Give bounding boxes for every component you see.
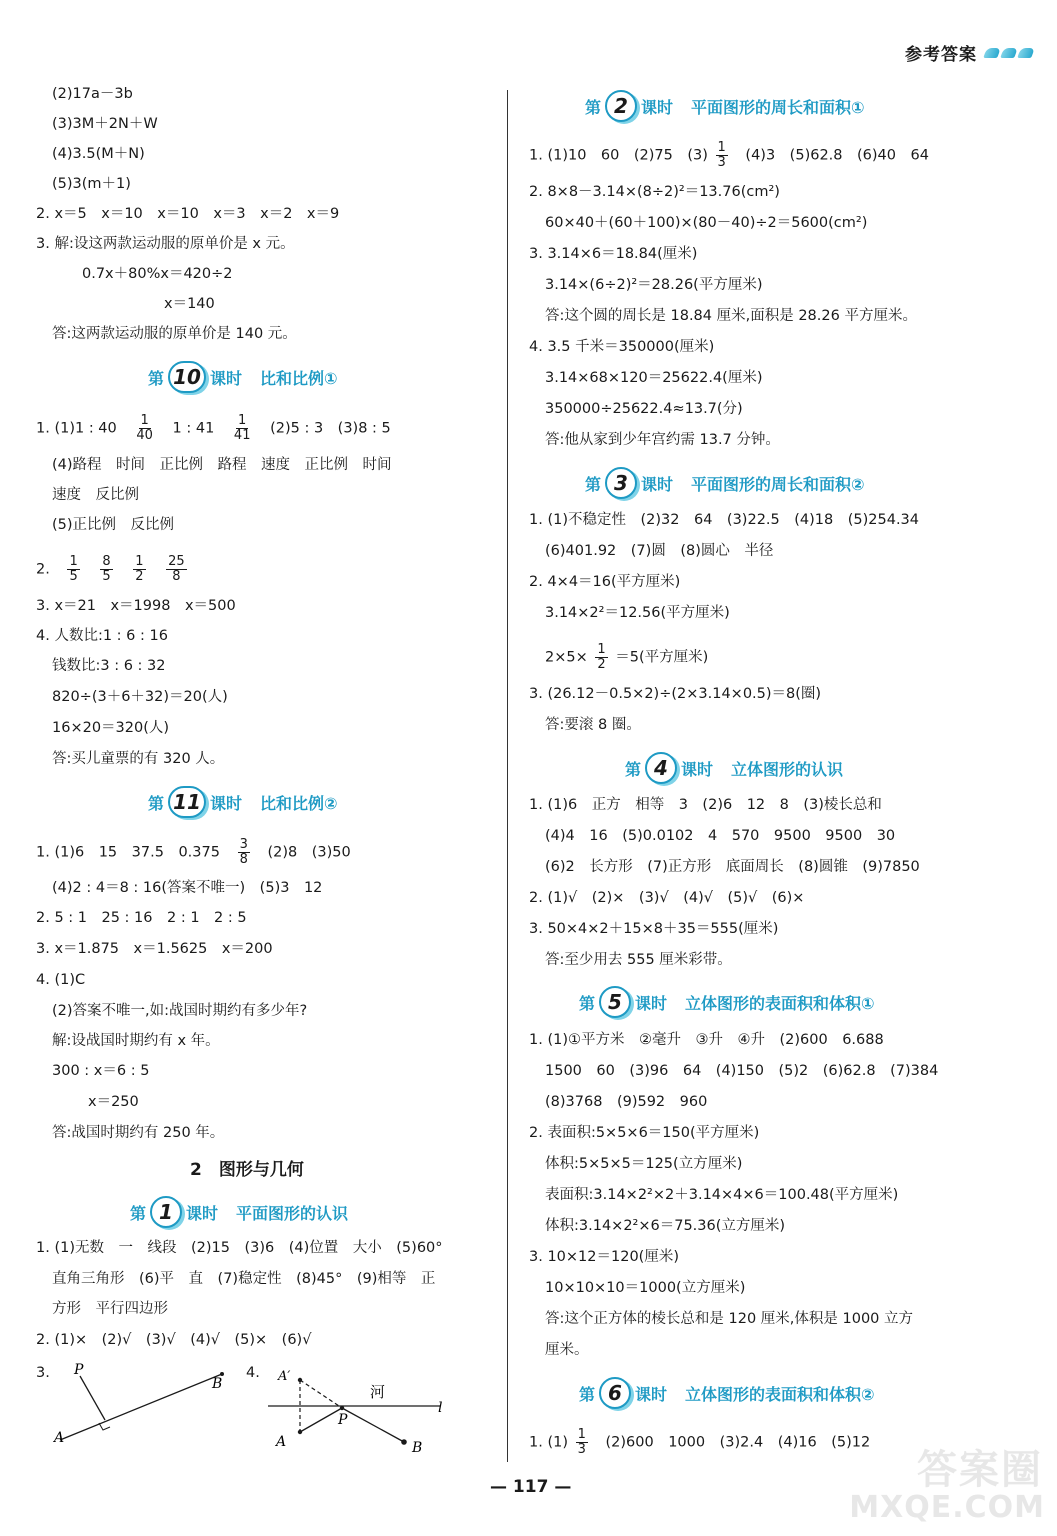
lesson-number-badge: 3: [605, 467, 637, 499]
label-b: B: [412, 1440, 423, 1456]
answer-line: 答:这个圆的周长是 18.84 厘米,面积是 28.26 平方厘米。: [545, 308, 917, 324]
lesson-keshi: 课时: [641, 97, 674, 117]
answer-line: 3. 10×12＝120(厘米): [529, 1249, 679, 1265]
answer-line: 直角三角形 (6)平 直 (7)稳定性 (8)45° (9)相等 正: [52, 1271, 436, 1287]
lesson-keshi: 课时: [681, 759, 714, 779]
answer-line: 820÷(3＋6＋32)＝20(人): [52, 689, 228, 705]
answer-line: 3.14×68×120＝25622.4(厘米): [545, 370, 763, 386]
answer-line: 2. x＝5 x＝10 x＝10 x＝3 x＝2 x＝9: [36, 206, 340, 222]
answer-line: 1. (1)不稳定性 (2)32 64 (3)22.5 (4)18 (5)254.34: [529, 512, 920, 528]
answer-line: 1. (1)10 60 (2)75 (3) $\frac{1}{3}$ (4)3 (5)62.8 (6)40 64: [529, 140, 929, 170]
question-number: 3.: [36, 1365, 50, 1381]
lesson-number-badge: 2: [605, 90, 637, 122]
answer-line: 表面积:3.14×2²×2＋3.14×4×6＝100.48(平方厘米): [545, 1187, 899, 1203]
lesson-keshi: 课时: [641, 474, 674, 494]
answer-line: (5)3(m＋1): [52, 176, 131, 192]
label-a: A: [276, 1434, 287, 1450]
lesson-heading-2: [585, 90, 865, 122]
fraction: $\frac{8}{5}$: [102, 554, 111, 584]
answer-line: 2. 5 : 1 25 : 16 2 : 1 2 : 5: [36, 910, 247, 926]
answer-line: 厘米。: [545, 1342, 589, 1358]
answer-line: 答:这两款运动服的原单价是 140 元。: [52, 326, 297, 342]
answer-line: 3. (26.12－0.5×2)÷(2×3.14×0.5)＝8(圈): [529, 686, 822, 702]
answer-line: 钱数比:3 : 6 : 32: [52, 658, 166, 674]
label-p: P: [74, 1362, 84, 1378]
lesson-heading-4: [625, 752, 843, 784]
lesson-di: 第: [579, 993, 596, 1013]
lesson-di: 第: [585, 97, 602, 117]
answer-line: 答:这个正方体的棱长总和是 120 厘米,体积是 1000 立方: [545, 1311, 914, 1327]
answer-line: (4)路程 时间 正比例 路程 速度 正比例 时间: [52, 457, 392, 473]
answer-line: 3. 解:设这两款运动服的原单价是 x 元。: [36, 236, 295, 252]
lesson-number-badge: 6: [599, 1377, 631, 1409]
answer-line: (2)17a－3b: [52, 86, 133, 102]
lesson-number-badge: 5: [599, 986, 631, 1018]
lesson-keshi: 课时: [210, 793, 243, 813]
figure-river: [262, 1366, 452, 1458]
answer-line: 3.14×(6÷2)²＝28.26(平方厘米): [545, 277, 763, 293]
answer-line: 4. (1)C: [36, 972, 86, 988]
header-title: 参考答案: [905, 45, 977, 65]
answer-line: 3. 3.14×6＝18.84(厘米): [529, 246, 698, 262]
lesson-di: 第: [579, 1384, 596, 1404]
answer-line: (6)2 长方形 (7)正方形 底面周长 (8)圆锥 (9)7850: [545, 859, 920, 875]
answer-line: 解:设战国时期约有 x 年。: [52, 1033, 220, 1049]
fraction: $\frac{25}{8}$: [168, 554, 185, 584]
lesson-title: 立体图形的表面积和体积①: [685, 993, 875, 1013]
lesson-title: 平面图形的周长和面积②: [691, 474, 865, 494]
answer-line: 答:战国时期约有 250 年。: [52, 1125, 225, 1141]
lesson-heading-11: [148, 786, 338, 818]
answer-line: 速度 反比例: [52, 487, 139, 503]
label-l: l: [438, 1400, 443, 1416]
lesson-number-badge: 4: [645, 752, 677, 784]
answer-line: 3. x＝1.875 x＝1.5625 x＝200: [36, 941, 273, 957]
label-b: B: [212, 1376, 223, 1392]
fraction: $\frac{1}{3}$: [577, 1427, 586, 1457]
answer-line: 2. (1)√ (2)× (3)√ (4)√ (5)√ (6)×: [529, 890, 805, 906]
lesson-keshi: 课时: [210, 368, 243, 388]
answer-line: 1. (1) $\frac{1}{3}$ (2)600 1000 (3)2.4 (4)16 (5)12: [529, 1427, 871, 1457]
answer-line: (6)401.92 (7)圆 (8)圆心 半径: [545, 543, 774, 559]
answer-line: 10×10×10＝1000(立方厘米): [545, 1280, 746, 1296]
answer-line: 1. (1)无数 一 线段 (2)15 (3)6 (4)位置 大小 (5)60°: [36, 1240, 443, 1256]
label-river: 河: [370, 1383, 386, 1401]
lesson-number-badge: 10: [168, 361, 206, 393]
answer-line: 0.7x＋80%x＝420÷2: [82, 266, 233, 282]
answer-line: 60×40＋(60＋100)×(80－40)÷2＝5600(cm²): [545, 215, 868, 231]
page-number: — 117 —: [490, 1477, 572, 1497]
fraction: $\frac{1}{2}$: [597, 642, 606, 672]
watermark-line2: MXQE.COM: [849, 1490, 1045, 1525]
lesson-di: 第: [148, 793, 165, 813]
lesson-title: 平面图形的周长和面积①: [691, 97, 865, 117]
question-number: 4.: [246, 1365, 260, 1381]
lesson-title: 比和比例②: [260, 793, 338, 813]
answer-line: 1. (1)6 15 37.5 0.375 $\frac{3}{8}$ (2)8 (3)50: [36, 837, 351, 867]
label-a: A: [54, 1430, 65, 1446]
lesson-title: 立体图形的认识: [731, 759, 844, 779]
answer-line: 4. 3.5 千米＝350000(厘米): [529, 339, 715, 355]
lesson-heading-5: [579, 986, 875, 1018]
lesson-number-badge: 11: [168, 786, 206, 818]
page-header: [905, 40, 1033, 65]
answer-line: 16×20＝320(人): [52, 720, 170, 736]
lesson-number-badge: 1: [150, 1196, 182, 1228]
answer-line: 1. (1)①平方米 ②毫升 ③升 ④升 (2)600 6.688: [529, 1032, 884, 1048]
answer-line: 1. (1)1 : 40 $\frac{1}{40}$ 1 : 41 $\frac{1}{41}$ (2)5 : 3 (3)8 : 5: [36, 413, 391, 443]
answer-line: 2. (1)× (2)√ (3)√ (4)√ (5)× (6)√: [36, 1332, 312, 1348]
fraction: $\frac{1}{2}$: [135, 554, 144, 584]
answer-line: x＝140: [164, 296, 215, 312]
answer-line: 2. 8×8－3.14×(8÷2)²＝13.76(cm²): [529, 184, 780, 200]
fraction: $\frac{1}{41}$: [233, 413, 251, 443]
answer-line: 体积:3.14×2²×6＝75.36(立方厘米): [545, 1218, 786, 1234]
answer-line: 3. 50×4×2＋15×8＋35＝555(厘米): [529, 921, 779, 937]
answer-line: (4)2 : 4＝8 : 16(答案不唯一) (5)3 12: [52, 880, 323, 896]
fraction: $\frac{3}{8}$: [239, 837, 248, 867]
lesson-title: 立体图形的表面积和体积②: [685, 1384, 875, 1404]
lesson-di: 第: [625, 759, 642, 779]
lesson-di: 第: [148, 368, 165, 388]
lesson-di: 第: [585, 474, 602, 494]
answer-line: 答:至少用去 555 厘米彩带。: [545, 952, 732, 968]
lesson-keshi: 课时: [635, 1384, 668, 1404]
lesson-di: 第: [130, 1203, 147, 1223]
lesson-heading-3: [585, 467, 865, 499]
answer-line: 答:他从家到少年宫约需 13.7 分钟。: [545, 432, 780, 448]
label-p: P: [338, 1412, 348, 1428]
lesson-heading-1: [130, 1196, 348, 1228]
answer-line: 1500 60 (3)96 64 (4)150 (5)2 (6)62.8 (7)384: [545, 1063, 939, 1079]
answer-line: (4)3.5(M＋N): [52, 146, 145, 162]
lesson-title: 比和比例①: [260, 368, 338, 388]
answer-line: x＝250: [88, 1094, 139, 1110]
answer-line: 2×5× $\frac{1}{2}$ ＝5(平方厘米): [545, 642, 709, 672]
section-heading: 2 图形与几何: [190, 1160, 304, 1180]
answer-line: 2. 4×4＝16(平方厘米): [529, 574, 681, 590]
fraction: $\frac{1}{40}$: [136, 413, 153, 443]
answer-line: 3.14×2²＝12.56(平方厘米): [545, 605, 730, 621]
answer-line: (2)答案不唯一,如:战国时期约有多少年?: [52, 1003, 308, 1019]
fraction: $\frac{1}{5}$: [69, 554, 78, 584]
answer-line: 2. $\frac{1}{5}$ $\frac{8}{5}$ $\frac{1}{2}$ $\frac{25}{8}$: [36, 554, 185, 584]
answer-line: 答:要滚 8 圈。: [545, 717, 641, 733]
lesson-title: 平面图形的认识: [236, 1203, 349, 1223]
answer-line: 2. 表面积:5×5×6＝150(平方厘米): [529, 1125, 760, 1141]
watermark-line1: 答案圈: [917, 1447, 1043, 1493]
lesson-keshi: 课时: [635, 993, 668, 1013]
lesson-heading-10: [148, 361, 338, 393]
answer-line: 300 : x＝6 : 5: [52, 1063, 150, 1079]
answer-line: (4)4 16 (5)0.0102 4 570 9500 9500 30: [545, 828, 896, 844]
figure-perpendicular: [50, 1362, 240, 1452]
answer-line: 方形 平行四边形: [52, 1301, 168, 1317]
answer-line: 4. 人数比:1 : 6 : 16: [36, 628, 168, 644]
answer-line: 350000÷25622.4≈13.7(分): [545, 401, 743, 417]
column-divider: [507, 90, 508, 1462]
lesson-heading-6: [579, 1377, 875, 1409]
answer-line: 体积:5×5×5＝125(立方厘米): [545, 1156, 743, 1172]
answer-line: 3. x＝21 x＝1998 x＝500: [36, 598, 236, 614]
answer-line: (5)正比例 反比例: [52, 517, 175, 533]
header-decoration-icon: [985, 48, 1033, 58]
fraction: $\frac{1}{3}$: [717, 140, 726, 170]
label-a-prime: A′: [278, 1369, 291, 1384]
lesson-keshi: 课时: [186, 1203, 219, 1223]
answer-line: (3)3M＋2N＋W: [52, 116, 158, 132]
answer-line: 1. (1)6 正方 相等 3 (2)6 12 8 (3)棱长总和: [529, 797, 882, 813]
watermark-logo: [849, 1438, 1049, 1526]
answer-line: (8)3768 (9)592 960: [545, 1094, 708, 1110]
answer-line: 答:买儿童票的有 320 人。: [52, 751, 225, 767]
